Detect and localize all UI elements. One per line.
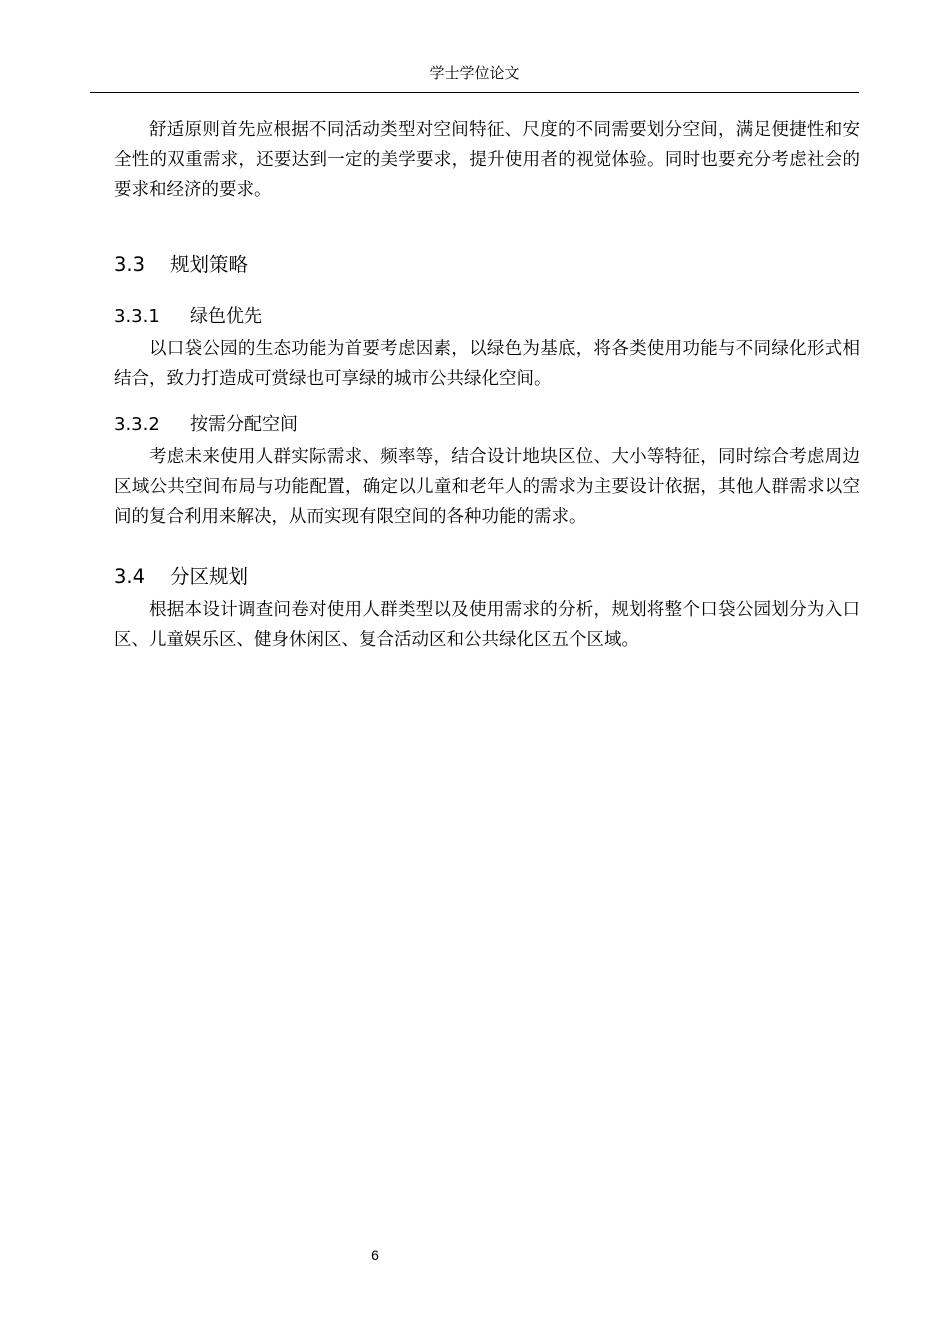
- subsection-number: 3.3.1: [114, 306, 160, 327]
- subsection-number: 3.3.2: [114, 414, 160, 435]
- page-body: [114, 115, 860, 655]
- paragraph-3-3-1: 以口袋公园的生态功能为首要考虑因素，以绿色为基底，将各类使用功能与不同绿化形式相结合，致力打造成可赏绿也可享绿的城市公共绿化空间。: [114, 339, 860, 389]
- subsection-title: 绿色优先: [190, 306, 262, 327]
- section-title: 规划策略: [170, 253, 249, 276]
- subsection-heading-3-3-1: [114, 303, 860, 331]
- subsection-title: 按需分配空间: [190, 414, 298, 435]
- page-number: 6: [371, 1247, 379, 1263]
- paragraph-3-3-2: 考虑未来使用人群实际需求、频率等，结合设计地块区位、大小等特征，同时综合考虑周边区域公共空间布局与功能配置，确定以儿童和老年人的需求为主要设计依据，其他人群需求以空间的复合利用来解决，从而实现有限空间的各种功能的需求。: [114, 447, 860, 527]
- section-number: 3.4: [114, 565, 146, 588]
- section-title: 分区规划: [170, 565, 249, 588]
- paragraph-3-4: 根据本设计调查问卷对使用人群类型以及使用需求的分析，规划将整个口袋公园划分为入口区、儿童娱乐区、健身休闲区、复合活动区和公共绿化区五个区域。: [114, 600, 860, 650]
- page-header: [90, 58, 859, 93]
- section-number: 3.3: [114, 253, 146, 276]
- section-heading-3-3: [114, 251, 860, 279]
- header-title: 学士学位论文: [429, 64, 520, 82]
- subsection-heading-3-3-2: [114, 411, 860, 439]
- section-heading-3-4: [114, 563, 860, 591]
- intro-paragraph: 舒适原则首先应根据不同活动类型对空间特征、尺度的不同需要划分空间，满足便捷性和安全性的双重需求，还要达到一定的美学要求，提升使用者的视觉体验。同时也要充分考虑社会的要求和经济的要求。: [114, 120, 860, 200]
